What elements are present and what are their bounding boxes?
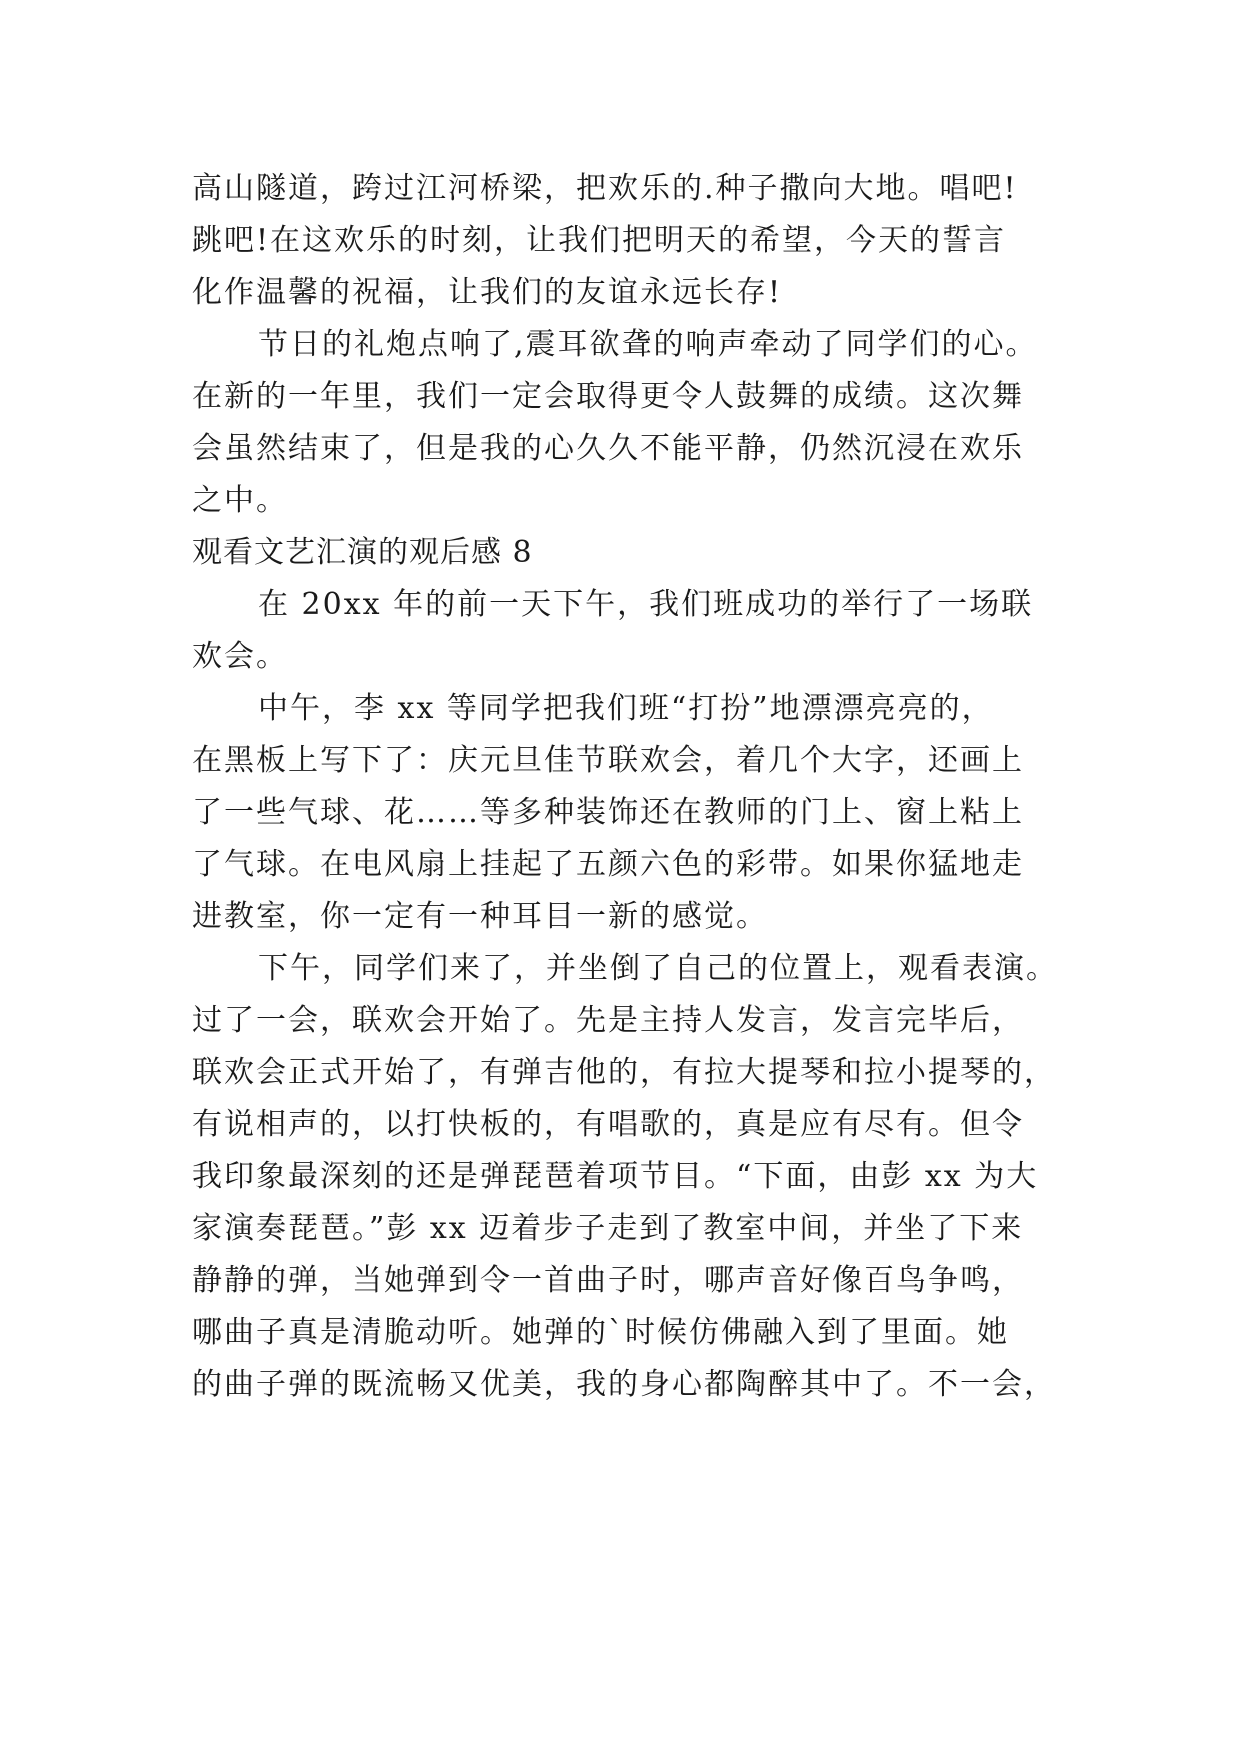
text-line: 的曲子弹的既流畅又优美，我的身心都陶醉其中了。不一会， — [192, 1367, 1056, 1402]
text-line: 在 20xx 年的前一天下午，我们班成功的举行了一场联 — [258, 587, 1034, 622]
text-line: 会虽然结束了，但是我的心久久不能平静，仍然沉浸在欢乐 — [192, 431, 1024, 466]
text-line: 有说相声的，以打快板的，有唱歌的，真是应有尽有。但令 — [192, 1107, 1024, 1142]
text-line: 之中。 — [192, 483, 288, 518]
text-line: 静静的弹，当她弹到令一首曲子时，哪声音好像百鸟争鸣， — [192, 1263, 1024, 1298]
text-line: 跳吧!在这欢乐的时刻，让我们把明天的希望，今天的誓言 — [192, 223, 1007, 258]
text-line: 了一些气球、花……等多种装饰还在教师的门上、窗上粘上 — [192, 795, 1024, 830]
text-line: 进教室，你一定有一种耳目一新的感觉。 — [192, 899, 768, 934]
paragraph-5 — [192, 943, 1058, 1411]
document-body — [192, 163, 1058, 1411]
text-line: 化作温馨的祝福，让我们的友谊永远长存! — [192, 275, 783, 310]
text-line: 高山隧道，跨过江河桥梁，把欢乐的.种子撒向大地。唱吧! — [192, 171, 1018, 206]
text-line: 我印象最深刻的还是弹琵琶着项节目。“下面，由彭 xx 为大 — [192, 1159, 1039, 1194]
text-line: 家演奏琵琶。”彭 xx 迈着步子走到了教室中间，并坐了下来 — [192, 1211, 1024, 1246]
text-line: 哪曲子真是清脆动听。她弹的`时候仿佛融入到了里面。她 — [192, 1315, 1009, 1350]
text-line: 在黑板上写下了：庆元旦佳节联欢会，着几个大字，还画上 — [192, 743, 1024, 778]
text-line: 在新的一年里，我们一定会取得更令人鼓舞的成绩。这次舞 — [192, 379, 1024, 414]
text-line: 过了一会，联欢会开始了。先是主持人发言，发言完毕后， — [192, 1003, 1024, 1038]
paragraph-4 — [192, 683, 1052, 943]
text-line: 中午，李 xx 等同学把我们班“打扮”地漂漂亮亮的， — [258, 691, 994, 726]
paragraph-2 — [192, 319, 1052, 527]
paragraph-3 — [192, 579, 1052, 683]
text-line: 联欢会正式开始了，有弹吉他的，有拉大提琴和拉小提琴的， — [192, 1055, 1056, 1090]
text-line: 节日的礼炮点响了,震耳欲聋的响声牵动了同学们的心。 — [258, 327, 1038, 362]
text-line: 了气球。在电风扇上挂起了五颜六色的彩带。如果你猛地走 — [192, 847, 1024, 882]
text-line: 下午，同学们来了，并坐倒了自己的位置上，观看表演。 — [258, 951, 1058, 986]
paragraph-1 — [192, 163, 1052, 319]
text-line: 欢会。 — [192, 639, 288, 674]
section-heading: 观看文艺汇演的观后感 8 — [192, 535, 533, 570]
